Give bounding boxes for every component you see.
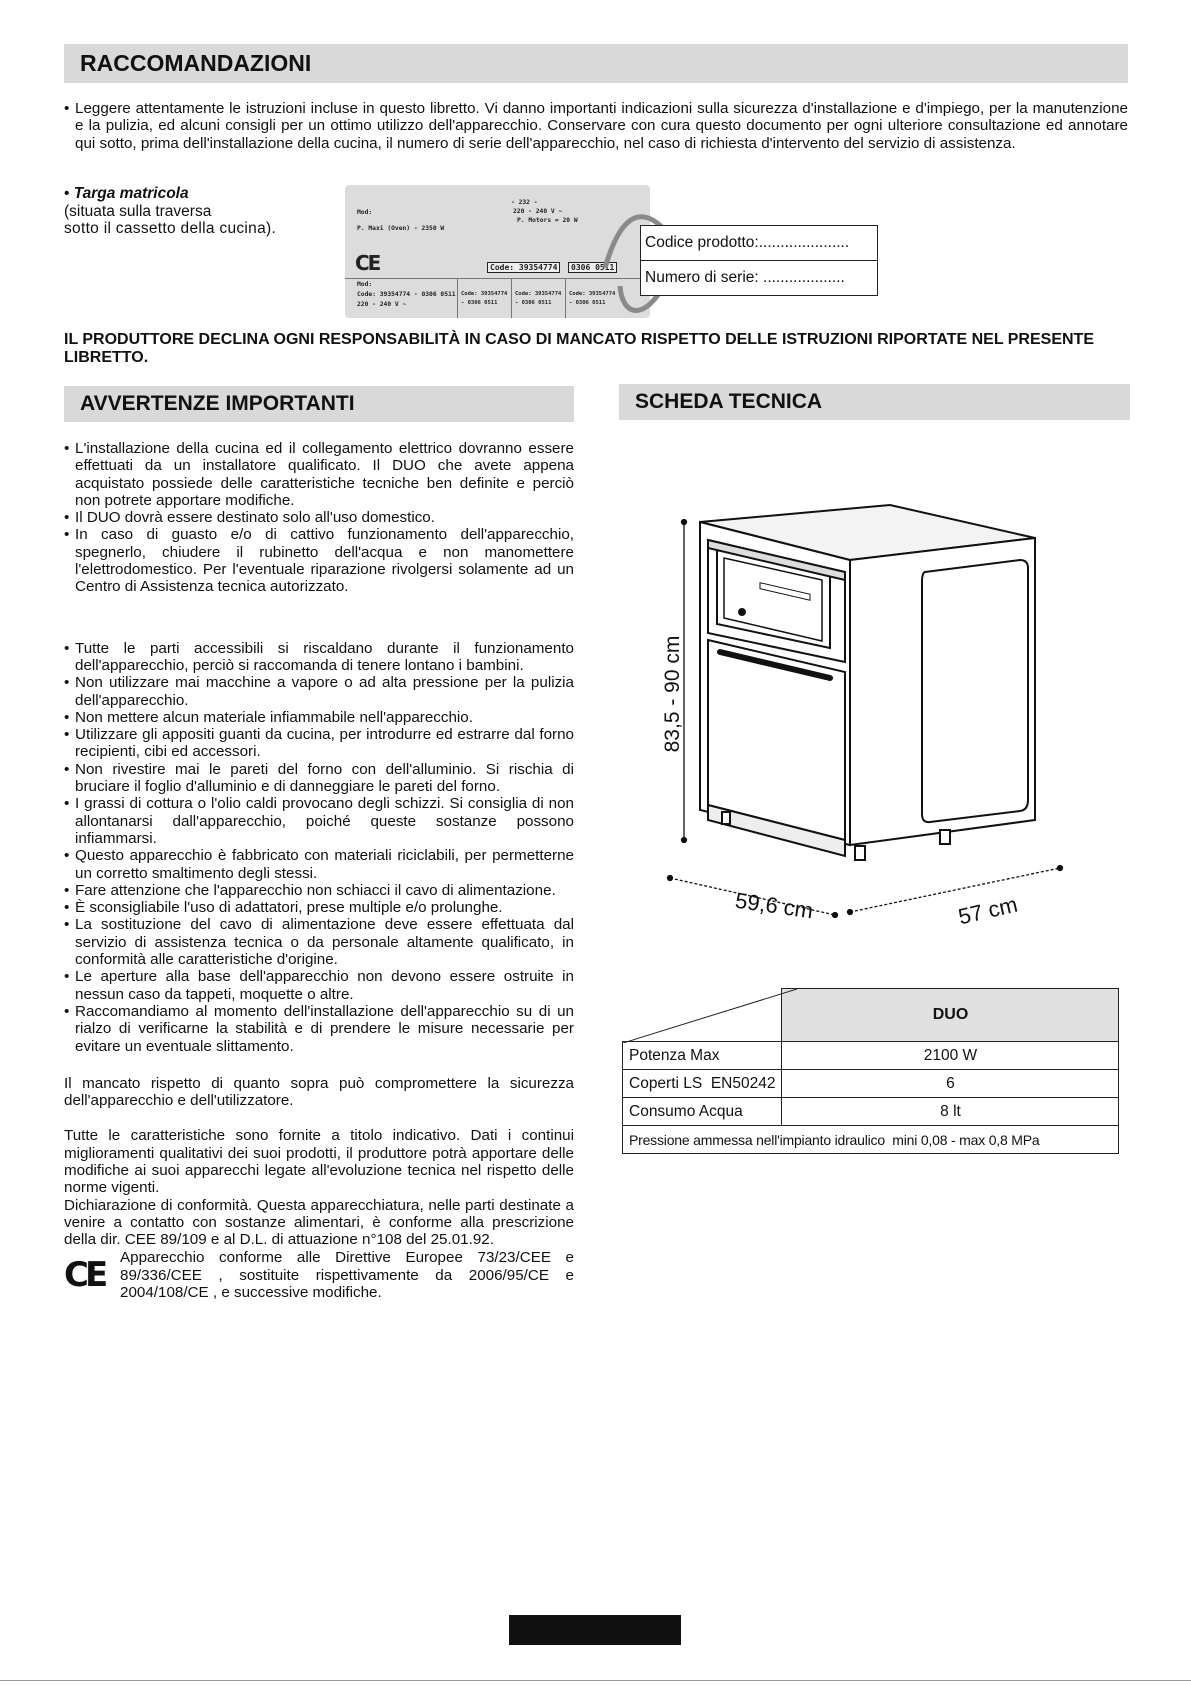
warning-item: • Raccomandiamo al momento dell'installazione dell'apparecchio su di un rialzo di verificarne la stabilità e di prendere le misure necessarie per evitare un eventuale slittamento. (64, 1003, 574, 1055)
plate-stub-1 (457, 279, 512, 318)
table-row (623, 1042, 1119, 1070)
plate-power: P. Maxi (Oven) - 2350 W (357, 225, 445, 232)
appliance-dimension-drawing (640, 500, 1080, 940)
plate-motor: P. Motors = 20 W (517, 217, 578, 224)
ce-block (64, 1249, 574, 1301)
warning-item: • La sostituzione del cavo di alimentazione deve essere effettuata dal servizio di assistenza tecnica o da personale altamente qualificato, in conformità alle caratteristiche d'origine. (64, 916, 574, 968)
warning-item: • Non rivestire mai le pareti del forno con dell'alluminio. Si rischia di bruciare il foglio d'alluminio e di danneggiare le pareti del forno. (64, 761, 574, 796)
warning-item: • Fare attenzione che l'apparecchio non schiacci il cavo di alimentazione. (64, 882, 574, 899)
targa-title-line: • Targa matricola (64, 185, 189, 202)
warning-item: • In caso di guasto e/o di cattivo funzionamento dell'apparecchio, spegnerlo, chiudere il rubinetto dell'acqua e non manomettere l'elettrodomestico. Per l'eventuale riparazione rivolgersi solamente ad un Centro di Assistenza tecnica autorizzato. (64, 526, 574, 595)
ce-text: Apparecchio conforme alle Direttive Europee 73/23/CEE e 89/336/CEE , sostituite rispettivamente da 2006/95/CE e 2004/108/CE , e successive modifiche. (120, 1249, 574, 1302)
plate-voltage: 220 - 240 V ~ (513, 208, 563, 215)
section-title: AVVERTENZE IMPORTANTI (80, 392, 355, 415)
stub-code: Code: 39354774 (515, 291, 562, 297)
stub-code: Code: 39354774 (569, 291, 616, 297)
row-value: 8 lt (782, 1098, 1119, 1126)
section-header-scheda (619, 384, 1130, 420)
row-label: Coperti LS EN50242 (623, 1070, 782, 1098)
plate-mod-label: Mod: (357, 209, 373, 216)
section-header-avvertenze (64, 386, 574, 422)
warning-item: • Non utilizzare mai macchine a vapore o ad alta pressione per la pulizia dell'apparecchio. (64, 674, 574, 709)
footer-bar (509, 1615, 681, 1645)
dim-depth-label: 57 cm (955, 891, 1020, 930)
diagonal-line (623, 989, 797, 1043)
plate-stub-2 (511, 279, 566, 318)
stub-serial: - 0306 0511 (461, 300, 498, 306)
warning-item: • È sconsigliabile l'uso di adattatori, prese multiple e/o prolunghe. (64, 899, 574, 916)
codice-prodotto-field: Codice prodotto:..................... (641, 226, 877, 261)
spec-header-row (623, 989, 1119, 1042)
footer-cell: Pressione ammessa nell'impianto idraulico mini 0,08 - max 0,8 MPa (623, 1126, 1119, 1154)
targa-sub1: (situata sulla traversa (64, 202, 212, 220)
table-footer-row (623, 1126, 1119, 1154)
section-title: SCHEDA TECNICA (635, 390, 823, 413)
targa-title: Targa matricola (73, 185, 189, 202)
bottom-rule (0, 1680, 1191, 1681)
spec-table (622, 988, 1119, 1154)
table-row (623, 1070, 1119, 1098)
plate-model-num: - 232 - (511, 199, 538, 206)
plate-ce-mark: CE (355, 251, 380, 275)
intro-list (64, 100, 1128, 152)
row-value: 2100 W (782, 1042, 1119, 1070)
spec-corner-cell (623, 989, 782, 1042)
intro-paragraph: • Leggere attentamente le istruzioni incluse in questo libretto. Vi danno importanti indicazioni sulla sicurezza d'installazione e d'impiego, per la manutenzione e la pulizia, ed alcuni consigli per un ottimo utilizzo dell'apparecchio. Conservare con cura questo documento per ogni ulteriore consultazione ed annotare qui sotto, prima dell'installazione della cucina, il numero di serie dell'apparecchio, nel caso di richiesta d'intervento del servizio di assistenza. (64, 100, 1128, 152)
ce-mark: CE (64, 1255, 105, 1296)
plate-code: Code: 39354774 (487, 262, 560, 273)
section-title: RACCOMANDAZIONI (80, 50, 312, 76)
plate-bottom-voltage: 220 - 240 V ~ (357, 301, 407, 308)
warning-item: • Le aperture alla base dell'apparecchio non devono essere ostruite in nessun caso da tappeti, moquette o altre. (64, 968, 574, 1003)
warning-item: • Tutte le parti accessibili si riscaldano durante il funzionamento dell'apparecchio, perciò si raccomanda di tenere lontano i bambini. (64, 640, 574, 675)
warning-item: • Utilizzare gli appositi guanti da cucina, per introdurre ed estrarre dal forno recipienti, cibi ed accessori. (64, 726, 574, 761)
paragraph-conformity: Dichiarazione di conformità. Questa apparecchiatura, nelle parti destinate a venire a contatto con sostanze alimentari, è conforme alla prescrizione della dir. CEE 89/109 e al D.L. di attuazione n°108 del 25.01.92. (64, 1196, 574, 1249)
warning-item: • Il DUO dovrà essere destinato solo all'uso domestico. (64, 509, 574, 526)
targa-matricola (64, 185, 344, 238)
paragraph-characteristics: Tutte le caratteristiche sono fornite a titolo indicativo. Dati i continui miglioramenti qualitativi dei suoi prodotti, il produttore potrà apportare delle modifiche ai suoi apparecchi legate all'evoluzione tecnica nel rispetto delle norme vigenti. (64, 1127, 574, 1197)
warnings-group-2 (64, 640, 574, 1055)
paragraph-safety: Il mancato rispetto di quanto sopra può compromettere la sicurezza dell'apparecchio e dell'utilizzatore. (64, 1074, 574, 1110)
spec-table-wrapper (622, 988, 1119, 1154)
warning-item: • L'installazione della cucina ed il collegamento elettrico dovranno essere effettuati da un installatore qualificato. Il DUO che avete appena acquistato possiede delle caratteristiche tecniche ben definite e perciò non potrete apportare modifiche. (64, 440, 574, 509)
warnings-group-1 (64, 440, 574, 596)
warning-item: • Questo apparecchio è fabbricato con materiali riciclabili, per permetterne un corretto smaltimento degli stessi. (64, 847, 574, 882)
warning-item: • Non mettere alcun materiale infiammabile nell'apparecchio. (64, 709, 574, 726)
section-header-raccomandazioni (64, 44, 1128, 83)
dim-width-label: 59,6 cm (733, 887, 815, 924)
stub-serial: - 0306 0511 (515, 300, 552, 306)
plate-bottom-code: Code: 39354774 - 0306 0511 (357, 291, 456, 298)
targa-sub2: sotto il cassetto della cucina). (64, 220, 277, 237)
row-label: Potenza Max (623, 1042, 782, 1070)
stub-serial: - 0306 0511 (569, 300, 606, 306)
dim-height-label: 83,5 - 90 cm (661, 635, 684, 753)
table-row (623, 1098, 1119, 1126)
numero-serie-field: Numero di serie: ................... (645, 269, 845, 286)
plate-serial: 0306 0511 (568, 262, 617, 273)
row-label: Consumo Acqua (623, 1098, 782, 1126)
spec-header-cell: DUO (782, 989, 1119, 1042)
plate-bottom-mod: Mod: (357, 281, 373, 288)
stub-code: Code: 39354774 (461, 291, 508, 297)
product-code-box (640, 225, 878, 296)
warning-item: • I grassi di cottura o l'olio caldi provocano degli schizzi. Si consiglia di non allontanarsi dall'apparecchio, poiché queste sostanze possono infiammarsi. (64, 795, 574, 847)
disclaimer: IL PRODUTTORE DECLINA OGNI RESPONSABILITÀ IN CASO DI MANCATO RISPETTO DELLE ISTRUZIONI RIPORTATE NEL PRESENTE LIBRETTO. (64, 331, 1094, 366)
avvertenze-body (64, 440, 574, 1301)
row-value: 6 (782, 1070, 1119, 1098)
